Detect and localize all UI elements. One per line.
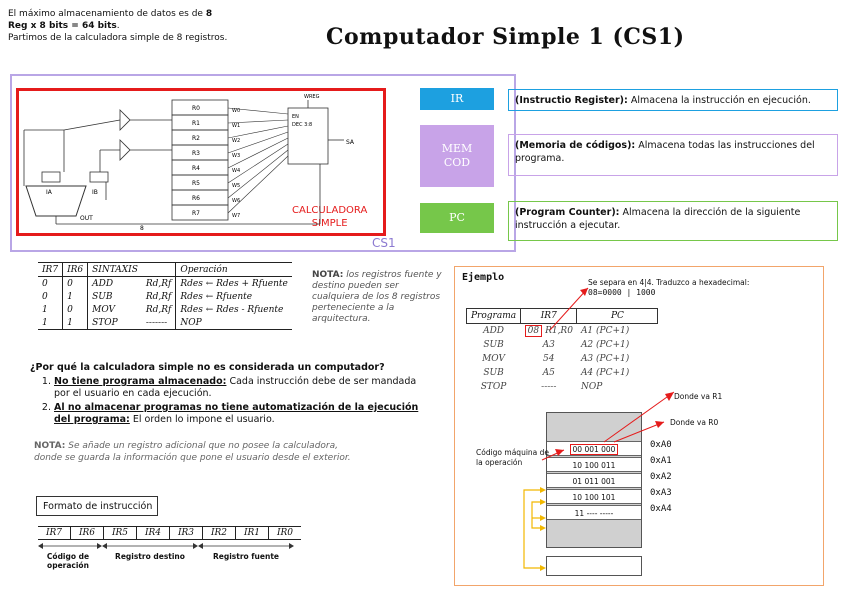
syntax-cell: 1 bbox=[63, 290, 88, 303]
page-title: Computador Simple 1 (CS1) bbox=[326, 24, 685, 50]
memory-value: 10 100 101 bbox=[572, 493, 616, 502]
syntax-cell: Rdes ← Rfuente bbox=[176, 290, 292, 303]
register-label: R0 bbox=[192, 105, 200, 112]
bit-label-opcode: Código de operación bbox=[46, 552, 90, 570]
nota1-text: los registros fuente y destino pueden ser cualquiera de los 8 registros perteneciente a la arquitectura. bbox=[312, 270, 442, 324]
calculator-circuit-diagram bbox=[20, 90, 384, 232]
syntax-cell: MOV bbox=[88, 303, 142, 316]
ir-text: Almacena la instrucción en ejecución. bbox=[630, 95, 811, 106]
example-title: Ejemplo bbox=[462, 272, 505, 283]
nota2-label: NOTA: bbox=[34, 441, 66, 451]
question-item-2-bold: Al no almacenar programas no tiene automatización de la ejecución del programa: bbox=[54, 402, 419, 425]
register-cell bbox=[172, 145, 228, 160]
syntax-header-args bbox=[142, 263, 176, 277]
write-line-label: W2 bbox=[232, 138, 241, 144]
syntax-cell: SUB bbox=[88, 290, 142, 303]
syntax-cell: 0 bbox=[42, 278, 48, 289]
memory-address: 0xA0 bbox=[650, 440, 672, 450]
donde-r1-label: Donde va R1 bbox=[674, 392, 723, 401]
program-ir-value: A5 bbox=[542, 368, 555, 378]
memory-value: 00 001 000 bbox=[570, 444, 619, 455]
memory-value: 11 ---- ----- bbox=[574, 509, 614, 518]
syntax-table bbox=[38, 262, 292, 330]
ir-term: (Instructio Register): bbox=[515, 95, 628, 106]
mem-cod-term: (Memoria de códigos): bbox=[515, 140, 636, 151]
syntax-cell: 0 bbox=[63, 303, 88, 316]
syntax-row bbox=[38, 316, 292, 330]
instruction-bits bbox=[38, 526, 301, 540]
question-title: ¿Por qué la calculadora simple no es considerada un computador? bbox=[30, 362, 385, 373]
register-cell bbox=[172, 115, 228, 130]
instruction-bit: IR1 bbox=[236, 527, 269, 539]
syntax-header-operacion: Operación bbox=[176, 263, 292, 277]
syntax-cell: 1 bbox=[63, 316, 88, 330]
register-cell bbox=[172, 160, 228, 175]
memory-value: 01 011 001 bbox=[572, 477, 616, 486]
write-line-label: W0 bbox=[232, 108, 241, 114]
program-header-pc: PC bbox=[577, 309, 658, 324]
syntax-row bbox=[38, 303, 292, 316]
nota-registro-adicional bbox=[34, 440, 354, 464]
example-note-1: Se separa en 4|4. Traduzco a hexadecimal: bbox=[588, 278, 750, 287]
intro-line-2-end: . bbox=[116, 21, 120, 31]
syntax-header-sintaxis: SINTAXIS bbox=[88, 263, 142, 277]
write-line-label: W6 bbox=[232, 198, 241, 204]
bit-range-arrows bbox=[38, 541, 296, 551]
memory-address: 0xA1 bbox=[650, 456, 672, 466]
ir-tag bbox=[420, 88, 494, 110]
format-title: Formato de instrucción bbox=[36, 496, 158, 516]
ia-box bbox=[42, 172, 60, 182]
mem-cod-text: Almacena todas las instrucciones del programa. bbox=[515, 140, 815, 164]
program-pc-cell: A3 (PC+1) bbox=[580, 354, 630, 364]
bit-label-destino: Registro destino bbox=[115, 552, 185, 561]
intro-text bbox=[8, 8, 227, 44]
mux-bottom bbox=[120, 140, 130, 160]
bus-width-label: 8 bbox=[140, 225, 144, 232]
program-instruction: STOP bbox=[480, 382, 507, 392]
syntax-cell: Rd,Rf bbox=[145, 291, 172, 302]
write-line-label: W5 bbox=[232, 183, 241, 189]
syntax-cell: Rd,Rf bbox=[145, 278, 172, 289]
program-header-ir: IR7 bbox=[521, 309, 577, 324]
mux-top bbox=[120, 110, 130, 130]
bit-label-fuente: Registro fuente bbox=[212, 552, 279, 561]
register-cell bbox=[172, 190, 228, 205]
program-pc-cell: A2 (PC+1) bbox=[580, 340, 630, 350]
memory-address: 0xA3 bbox=[650, 488, 672, 498]
program-pc-cell: A1 (PC+1) bbox=[580, 326, 630, 336]
pc-tag-text: PC bbox=[449, 211, 465, 224]
syntax-header-ir6: IR6 bbox=[63, 263, 88, 277]
register-cell bbox=[172, 100, 228, 115]
calculator-label-2: SIMPLE bbox=[311, 218, 348, 229]
program-instruction: ADD bbox=[483, 326, 505, 336]
example-note-2: 08=0000 | 1000 bbox=[588, 288, 656, 297]
program-instruction: SUB bbox=[483, 340, 504, 350]
ib-box bbox=[90, 172, 108, 182]
pc-tag bbox=[420, 203, 494, 233]
calculator-label-1: CALCULADORA bbox=[292, 205, 368, 216]
ir-tag-text: IR bbox=[450, 92, 464, 105]
alu-shape bbox=[26, 186, 86, 216]
memory-value: 10 100 011 bbox=[572, 461, 616, 470]
cs1-label: CS1 bbox=[372, 236, 396, 250]
example-arrows bbox=[454, 266, 824, 586]
program-header-programa: Programa bbox=[467, 309, 521, 324]
nota2-text: Se añade un registro adicional que no posee la calculadora, donde se guarda la información que pone el usuario desde el exterior. bbox=[34, 441, 351, 463]
instruction-bit: IR0 bbox=[276, 528, 294, 538]
wreg-label: WREG bbox=[304, 94, 320, 100]
syntax-cell: Rdes ← Rdes - Rfuente bbox=[176, 303, 292, 316]
program-instruction: MOV bbox=[482, 354, 506, 364]
intro-line-2-bold: Reg x 8 bits = 64 bits bbox=[8, 21, 117, 31]
question-item-2-text: El orden lo impone el usuario. bbox=[132, 414, 275, 425]
syntax-cell: 0 bbox=[42, 291, 48, 302]
program-ir-value: 54 bbox=[543, 354, 555, 364]
write-line-label: W1 bbox=[232, 123, 241, 129]
syntax-cell: 1 bbox=[38, 316, 63, 330]
register-label: R7 bbox=[192, 210, 200, 217]
nota-registros bbox=[312, 270, 448, 325]
write-line bbox=[228, 120, 288, 123]
register-cell bbox=[172, 175, 228, 190]
mem-cod-description bbox=[508, 134, 838, 176]
register-label: R1 bbox=[192, 120, 200, 127]
codigo-maquina-label: Código máquina de la operación bbox=[476, 448, 550, 467]
intro-line-1-bold: 8 bbox=[205, 9, 213, 19]
instruction-bit: IR7 bbox=[38, 527, 71, 539]
syntax-cell: Rd,Rf bbox=[145, 304, 172, 315]
register-cell bbox=[172, 130, 228, 145]
ir-description bbox=[508, 89, 838, 111]
out-label: OUT bbox=[80, 215, 93, 222]
program-ir-value: 08 bbox=[525, 325, 542, 337]
syntax-cell: STOP bbox=[88, 316, 142, 330]
intro-line-3: Partimos de la calculadora simple de 8 registros. bbox=[8, 33, 228, 43]
instruction-bit: IR3 bbox=[170, 527, 203, 539]
nota1-label: NOTA: bbox=[312, 270, 344, 280]
program-pc-cell: A4 (PC+1) bbox=[580, 368, 630, 378]
syntax-cell: ------- bbox=[142, 316, 176, 330]
write-line-label: W4 bbox=[232, 168, 241, 174]
syntax-cell: Rdes ← Rdes + Rfuente bbox=[176, 277, 292, 291]
intro-line-1: El máximo almacenamiento de datos es de bbox=[8, 9, 203, 19]
register-label: R2 bbox=[192, 135, 200, 142]
mem-cod-tag bbox=[420, 125, 494, 187]
donde-r0-label: Donde va R0 bbox=[670, 418, 719, 427]
syntax-cell: 1 bbox=[42, 304, 48, 315]
memory-address: 0xA2 bbox=[650, 472, 672, 482]
instruction-bit: IR5 bbox=[104, 527, 137, 539]
instruction-bit: IR2 bbox=[203, 527, 236, 539]
program-ir-regs: R1,R0 bbox=[545, 326, 573, 336]
mem-cod-tag-text: MEM COD bbox=[441, 142, 473, 169]
syntax-cell: 0 bbox=[63, 277, 88, 291]
pc-text: Almacena la dirección de la siguiente instrucción a ejecutar. bbox=[515, 207, 801, 231]
question-item-2 bbox=[54, 402, 430, 426]
syntax-header-ir7: IR7 bbox=[38, 263, 63, 277]
dec-label: DEC 3:8 bbox=[292, 122, 313, 128]
syntax-cell: ADD bbox=[88, 277, 142, 291]
program-ir-value: A3 bbox=[542, 340, 555, 350]
register-label: R5 bbox=[192, 180, 200, 187]
pc-description bbox=[508, 201, 838, 241]
en-label: EN bbox=[292, 114, 299, 120]
question-item-1-text: Cada instrucción debe de ser mandada por el usuario en cada ejecución. bbox=[54, 376, 417, 399]
register-label: R4 bbox=[192, 165, 200, 172]
syntax-cell: NOP bbox=[176, 316, 292, 330]
ia-label: IA bbox=[46, 189, 52, 196]
write-line-label: W7 bbox=[232, 213, 241, 219]
write-line-label: W3 bbox=[232, 153, 241, 159]
syntax-row bbox=[38, 290, 292, 303]
program-pc-cell: NOP bbox=[580, 382, 603, 392]
memory-address: 0xA4 bbox=[650, 504, 672, 514]
register-label: R6 bbox=[192, 195, 200, 202]
sa-label: SA bbox=[346, 139, 355, 146]
register-cell bbox=[172, 205, 228, 220]
question-item-1 bbox=[54, 376, 430, 400]
instruction-bit: IR6 bbox=[71, 527, 104, 539]
program-ir-value: ----- bbox=[541, 382, 557, 392]
pc-term: (Program Counter): bbox=[515, 207, 620, 218]
syntax-row bbox=[38, 277, 292, 291]
register-label: R3 bbox=[192, 150, 200, 157]
question-section bbox=[30, 362, 430, 428]
register-file bbox=[172, 100, 288, 220]
instruction-bit: IR4 bbox=[137, 527, 170, 539]
program-instruction: SUB bbox=[483, 368, 504, 378]
question-item-1-bold: No tiene programa almacenado: bbox=[54, 376, 227, 387]
ib-label: IB bbox=[92, 189, 98, 196]
